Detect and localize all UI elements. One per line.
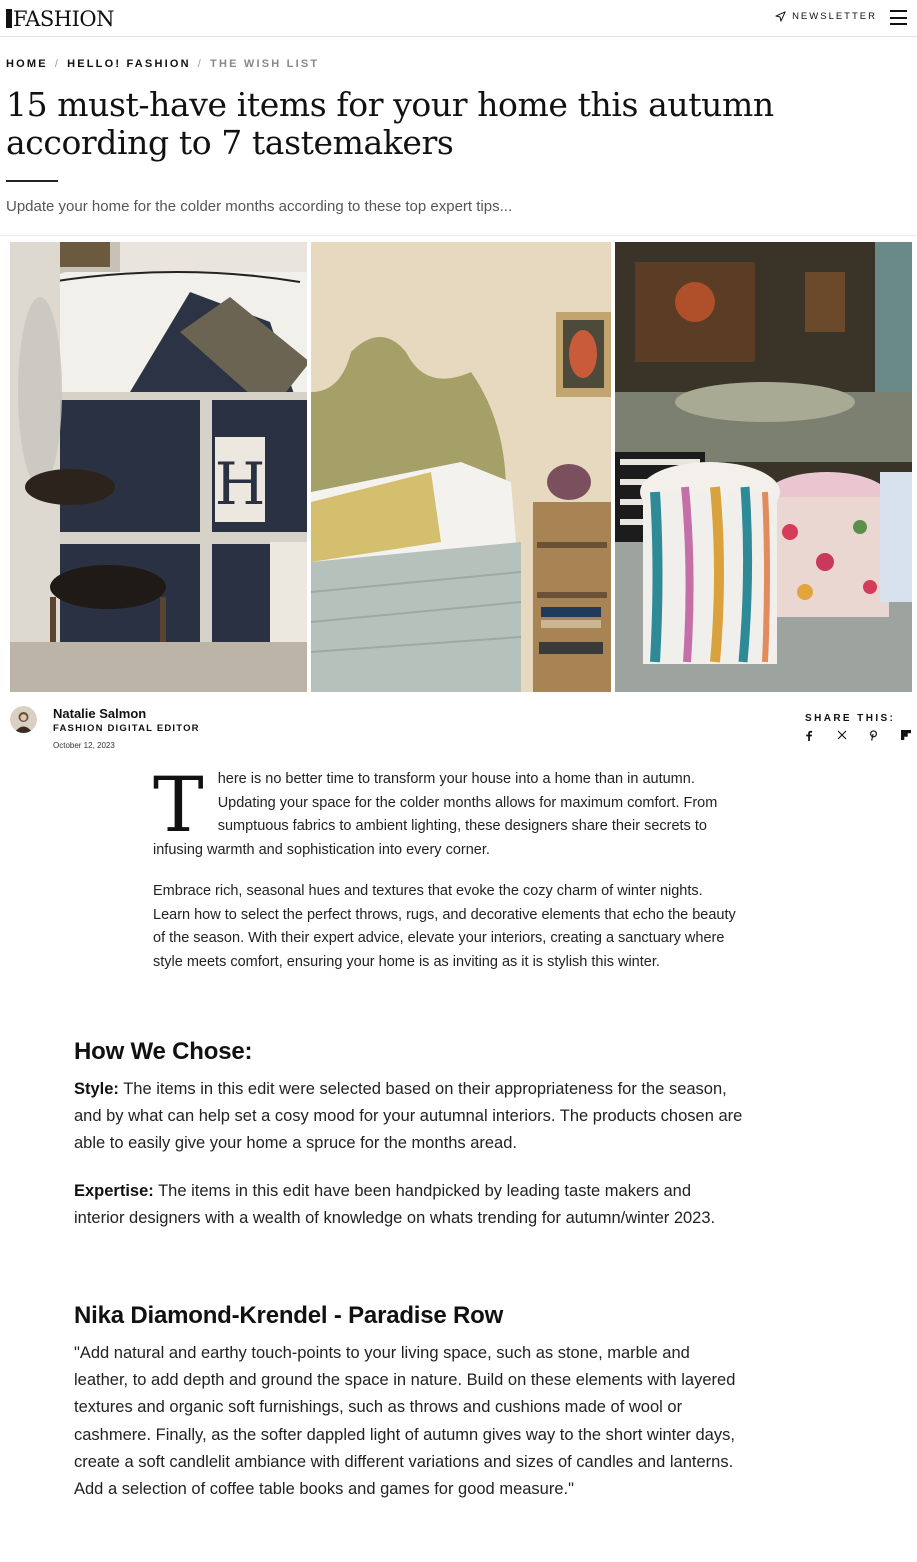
breadcrumb-home[interactable]: HOME (6, 58, 48, 70)
hero-image-living-room (615, 242, 912, 692)
intro-paragraph-1-text: here is no better time to transform your house into a home than in autumn. Updating your space for the colder months allows for maximum comfort. From sumptuous fabrics to ambient lighting, these designers share their secrets to infusing warmth and sophistication into every corner. (153, 771, 718, 859)
logo-text: FASHION (13, 7, 114, 31)
expertise-paragraph (74, 1178, 744, 1232)
share-icons (805, 728, 917, 742)
pinterest-icon[interactable] (869, 728, 901, 742)
breadcrumb (6, 58, 319, 70)
drop-cap: T (153, 760, 204, 849)
style-label: Style: (74, 1080, 119, 1098)
site-logo[interactable] (6, 6, 114, 30)
article-subtitle: Update your home for the colder months according to these top expert tips... (6, 198, 513, 215)
logo-hello-mark (6, 9, 12, 28)
newsletter-label: NEWSLETTER (792, 11, 877, 22)
intro-paragraph-2: Embrace rich, seasonal hues and textures that evoke the cozy charm of winter nights. Learn how to select the perfect throws, rugs, and decorative elements that echo the beauty of the season. With their expert advice, elevate your interiors, creating a sanctuary where style meets comfort, ensuring your home is as inviting as it is stylish this winter. (153, 882, 736, 970)
author-role: FASHION DIGITAL EDITOR (53, 723, 200, 734)
breadcrumb-hello-fashion[interactable]: HELLO! FASHION (67, 58, 191, 70)
newsletter-button[interactable] (775, 11, 877, 22)
breadcrumb-the-wish-list[interactable]: THE WISH LIST (210, 58, 320, 70)
article-intro (153, 760, 738, 992)
style-paragraph (74, 1076, 744, 1158)
author-name[interactable]: Natalie Salmon (53, 706, 147, 721)
breadcrumb-separator: / (197, 58, 204, 70)
send-icon (775, 11, 786, 22)
breadcrumb-separator: / (54, 58, 61, 70)
title-divider (6, 180, 58, 182)
how-we-chose-section (74, 1038, 744, 1232)
intro-paragraph-1 (153, 760, 738, 863)
author-avatar[interactable] (10, 706, 37, 733)
expertise-text: The items in this edit have been handpicked by leading taste makers and interior designers with a wealth of knowledge on whats trending for autumn/winter 2023. (74, 1181, 716, 1227)
share-label: SHARE THIS: (805, 713, 896, 724)
expert-heading: Nika Diamond-Krendel - Paradise Row (74, 1302, 504, 1329)
svg-text:H: H (214, 450, 266, 518)
x-icon[interactable] (837, 728, 869, 742)
site-header (0, 0, 917, 37)
facebook-icon[interactable] (805, 728, 837, 742)
style-text: The items in this edit were selected based on their appropriateness for the season, and by what can help set a cosy mood for your autumnal interiors. The products chosen are able to easily give your home a spruce for the months aread. (74, 1080, 743, 1153)
flipboard-icon[interactable] (901, 728, 917, 742)
hero-image-sofa (10, 242, 307, 692)
expertise-label: Expertise: (74, 1181, 154, 1200)
section-divider (0, 235, 917, 236)
hamburger-menu-icon[interactable] (890, 10, 907, 25)
hero-image-bedroom (311, 242, 611, 692)
publish-date: October 12, 2023 (53, 741, 115, 750)
how-we-chose-heading: How We Chose: (74, 1038, 253, 1065)
page-title: 15 must-have items for your home this autumn according to 7 tastemakers (6, 85, 774, 162)
expert-section-paradise-row (74, 1302, 744, 1503)
expert-quote: "Add natural and earthy touch-points to your living space, such as stone, marble and leather, to add depth and ground the space in nature. Build on these elements with layered textures and organic soft furnishings, such as throws and cushions made of wool or cashmere. Finally, as the softer dappled light of autumn gives way to the short winter days, create a soft candlelit ambiance with different variations and sizes of candles and lanterns. Add a selection of coffee table books and games for good measure." (74, 1344, 736, 1499)
